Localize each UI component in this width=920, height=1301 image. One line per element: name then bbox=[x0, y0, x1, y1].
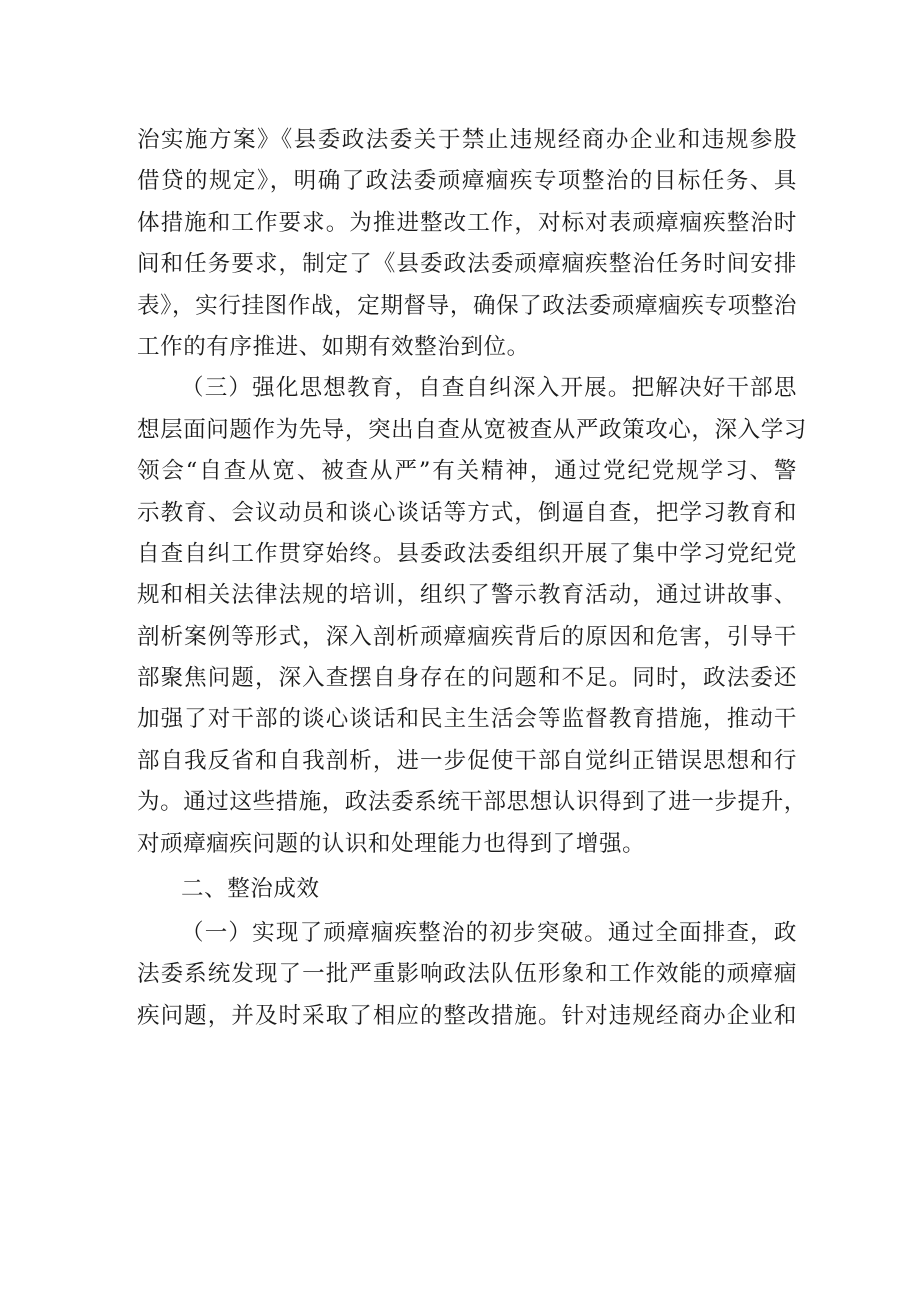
text-line: 为。通过这些措施，政法委系统干部思想认识得到了进一步提升， bbox=[137, 789, 807, 816]
text-line: 规和相关法律法规的培训，组织了警示教育活动，通过讲故事、 bbox=[137, 582, 797, 609]
text-line: 间和任务要求，制定了《县委政法委顽瘴痼疾整治任务时间安排 bbox=[137, 251, 797, 278]
paragraph bbox=[137, 913, 797, 1037]
text-line: 法委系统发现了一批严重影响政法队伍形象和工作效能的顽瘴痼 bbox=[137, 961, 797, 988]
text-line: 想层面问题作为先导，突出自查从宽被查从严政策攻心，深入学习 bbox=[137, 416, 807, 443]
text-line: 疾问题，并及时采取了相应的整改措施。针对违规经商办企业和 bbox=[137, 1002, 797, 1029]
paragraph bbox=[137, 120, 797, 368]
text-line: （三）强化思想教育，自查自纠深入开展。把解决好干部思 bbox=[181, 375, 797, 402]
text-line: 部聚焦问题，深入查摆自身存在的问题和不足。同时，政法委还 bbox=[137, 665, 797, 692]
text-line: 体措施和工作要求。为推进整改工作，对标对表顽瘴痼疾整治时 bbox=[137, 209, 797, 236]
text-line: 领会“自查从宽、被查从严”有关精神，通过党纪党规学习、警 bbox=[137, 458, 797, 485]
text-line: 表》，实行挂图作战，定期督导，确保了政法委顽瘴痼疾专项整治 bbox=[137, 292, 797, 319]
section-heading bbox=[137, 865, 797, 913]
text-line: 部自我反省和自我剖析，进一步促使干部自觉纠正错误思想和行 bbox=[137, 747, 797, 774]
text-line: 工作的有序推进、如期有效整治到位。 bbox=[137, 333, 530, 360]
text-line: （一）实现了顽瘴痼疾整治的初步突破。通过全面排查，政 bbox=[181, 920, 797, 947]
text-line: 加强了对干部的谈心谈话和民主生活会等监督教育措施，推动干 bbox=[137, 706, 797, 733]
paragraph bbox=[137, 368, 807, 865]
text-line: 对顽瘴痼疾问题的认识和处理能力也得到了增强。 bbox=[137, 830, 646, 857]
text-line: 治实施方案》《县委政法委关于禁止违规经商办企业和违规参股 bbox=[137, 127, 797, 153]
text-line: 自查自纠工作贯穿始终。县委政法委组织开展了集中学习党纪党 bbox=[137, 540, 797, 567]
text-line: 剖析案例等形式，深入剖析顽瘴痼疾背后的原因和危害，引导干 bbox=[137, 623, 797, 650]
text-line: 二、整治成效 bbox=[181, 876, 320, 903]
text-line: 借贷的规定》，明确了政法委顽瘴痼疾专项整治的目标任务、具 bbox=[137, 168, 797, 195]
document-body bbox=[137, 120, 807, 1037]
text-line: 示教育、会议动员和谈心谈话等方式，倒逼自查，把学习教育和 bbox=[137, 499, 797, 526]
